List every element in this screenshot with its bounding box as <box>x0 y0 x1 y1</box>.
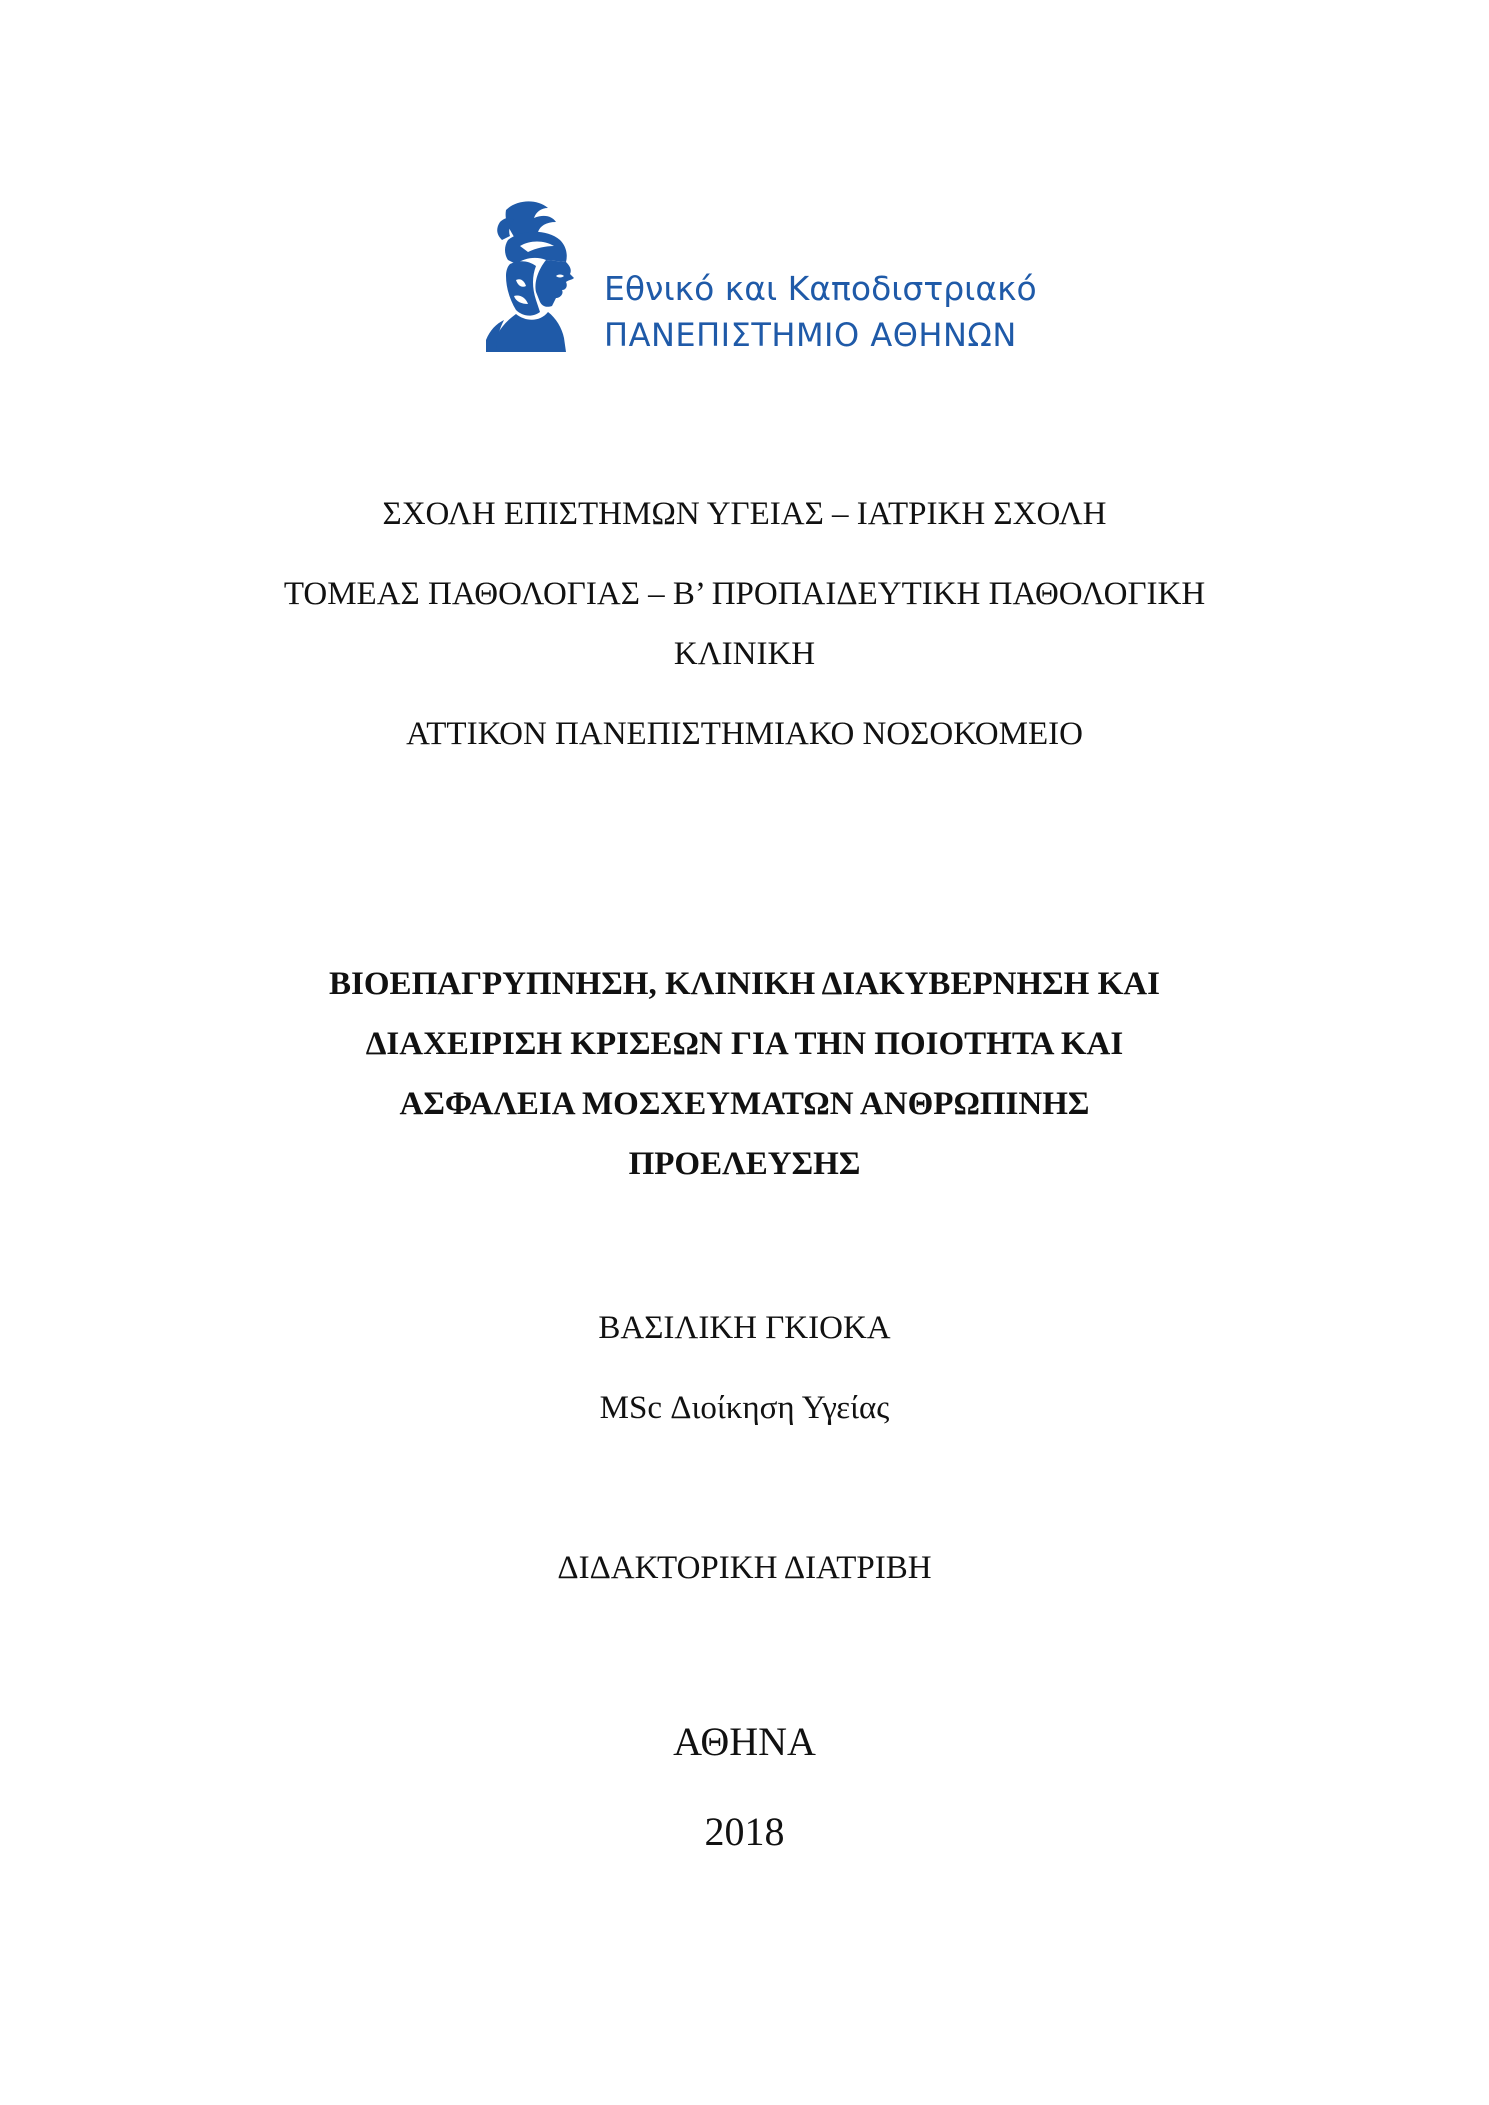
year: 2018 <box>704 1809 785 1854</box>
university-logo <box>486 200 1046 360</box>
university-name-line2: ΠΑΝΕΠΙΣΤΗΜΙΟ ΑΘΗΝΩΝ <box>604 316 1017 354</box>
author-degree: MSc Διοίκηση Υγείας <box>599 1390 890 1426</box>
sector-name-line1: ΤΟΜΕΑΣ ΠΑΘΟΛΟΓΙΑΣ – Β’ ΠΡΟΠΑΙΔΕΥΤΙΚΗ ΠΑΘΟΛΟΓΙΚΗ <box>283 576 1206 612</box>
university-name <box>604 266 1037 358</box>
thesis-title-line2: ΔΙΑΧΕΙΡΙΣΗ ΚΡΙΣΕΩΝ ΓΙΑ ΤΗΝ ΠΟΙΟΤΗΤΑ ΚΑΙ <box>365 1026 1124 1062</box>
thesis-title-line1: ΒΙΟΕΠΑΓΡΥΠΝΗΣΗ, ΚΛΙΝΙΚΗ ΔΙΑΚΥΒΕΡΝΗΣΗ ΚΑΙ <box>329 966 1160 1002</box>
city: ΑΘΗΝΑ <box>673 1719 816 1764</box>
sector-name-line2: ΚΛΙΝΙΚΗ <box>673 636 816 672</box>
school-name: ΣΧΟΛΗ ΕΠΙΣΤΗΜΩΝ ΥΓΕΙΑΣ – ΙΑΤΡΙΚΗ ΣΧΟΛΗ <box>382 496 1107 532</box>
thesis-title-line4: ΠΡΟΕΛΕΥΣΗΣ <box>628 1146 861 1182</box>
athena-head-emblem-icon <box>486 200 586 352</box>
university-name-line1: Εθνικό και Καποδιστριακό <box>604 269 1037 308</box>
hospital-name: ΑΤΤΙΚΟΝ ΠΑΝΕΠΙΣΤΗΜΙΑΚΟ ΝΟΣΟΚΟΜΕΙΟ <box>406 716 1083 752</box>
thesis-title-line3: ΑΣΦΑΛΕΙΑ ΜΟΣΧΕΥΜΑΤΩΝ ΑΝΘΡΩΠΙΝΗΣ <box>399 1086 1090 1122</box>
document-type: ΔΙΔΑΚΤΟΡΙΚΗ ΔΙΑΤΡΙΒΗ <box>557 1550 932 1586</box>
author-name: ΒΑΣΙΛΙΚΗ ΓΚΙΟΚΑ <box>598 1310 891 1346</box>
